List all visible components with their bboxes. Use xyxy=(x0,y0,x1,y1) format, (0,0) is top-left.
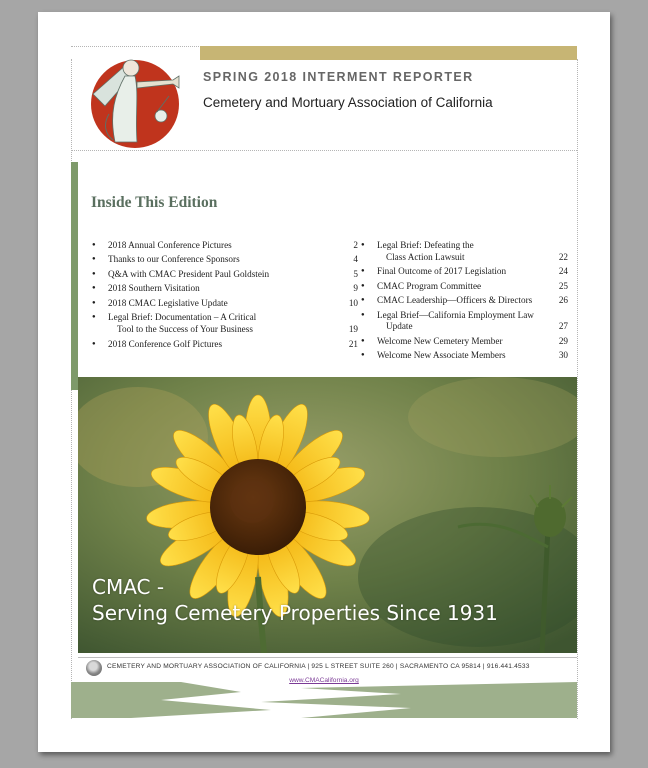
toc-heading: Inside This Edition xyxy=(91,194,218,211)
footer-divider xyxy=(78,657,577,658)
toc-item: ● 2018 CMAC Legislative Update 10 xyxy=(92,298,358,310)
toc-list-left xyxy=(92,240,358,353)
newsletter-page xyxy=(38,12,610,752)
hero-tagline-line2: Serving Cemetery Properties Since 1931 xyxy=(92,601,498,625)
frame-guide-right xyxy=(577,59,578,719)
issue-title: SPRING 2018 INTERMENT REPORTER xyxy=(203,70,474,84)
toc-item: ● CMAC Leadership—Officers & Directors 26 xyxy=(361,295,568,307)
toc-item: ● 2018 Conference Golf Pictures 21 xyxy=(92,339,358,351)
organization-name: Cemetery and Mortuary Association of California xyxy=(203,95,493,110)
toc-item: ● Welcome New Cemetery Member 29 xyxy=(361,336,568,348)
hero-tagline-line1: CMAC - xyxy=(92,575,165,599)
toc-item: ● 2018 Annual Conference Pictures 2 xyxy=(92,240,358,252)
footer-address: CEMETERY AND MORTUARY ASSOCIATION OF CALIFORNIA | 925 L STREET SUITE 260 | SACRAMENTO CA 95814 | 916.441.4533 xyxy=(107,663,530,670)
toc-item: ● Legal Brief—California Employment Law Update 27 xyxy=(361,310,568,333)
toc-item: ● Q&A with CMAC President Paul Goldstein 5 xyxy=(92,269,358,281)
angel-with-trumpet-logo-icon xyxy=(75,54,191,152)
toc-item: ● 2018 Southern Visitation 9 xyxy=(92,283,358,295)
toc-item: ● CMAC Program Committee 25 xyxy=(361,281,568,293)
green-side-band xyxy=(71,162,78,390)
toc-item: ● Legal Brief: Documentation – A Critical Tool to the Success of Your Business 19 xyxy=(92,312,358,335)
header-gold-bar xyxy=(200,46,577,60)
toc-list-right xyxy=(361,240,568,365)
toc-item: ● Final Outcome of 2017 Legislation 24 xyxy=(361,266,568,278)
association-seal-icon xyxy=(86,660,102,676)
toc-item: ● Welcome New Associate Members 30 xyxy=(361,350,568,362)
website-link[interactable]: www.CMACalifornia.org xyxy=(289,677,359,684)
toc-item: ● Legal Brief: Defeating the Class Action Lawsuit 22 xyxy=(361,240,568,263)
decorative-bottom-band xyxy=(71,682,577,718)
toc-item: ● Thanks to our Conference Sponsors 4 xyxy=(92,254,358,266)
sunflower-hero-image xyxy=(78,377,577,653)
